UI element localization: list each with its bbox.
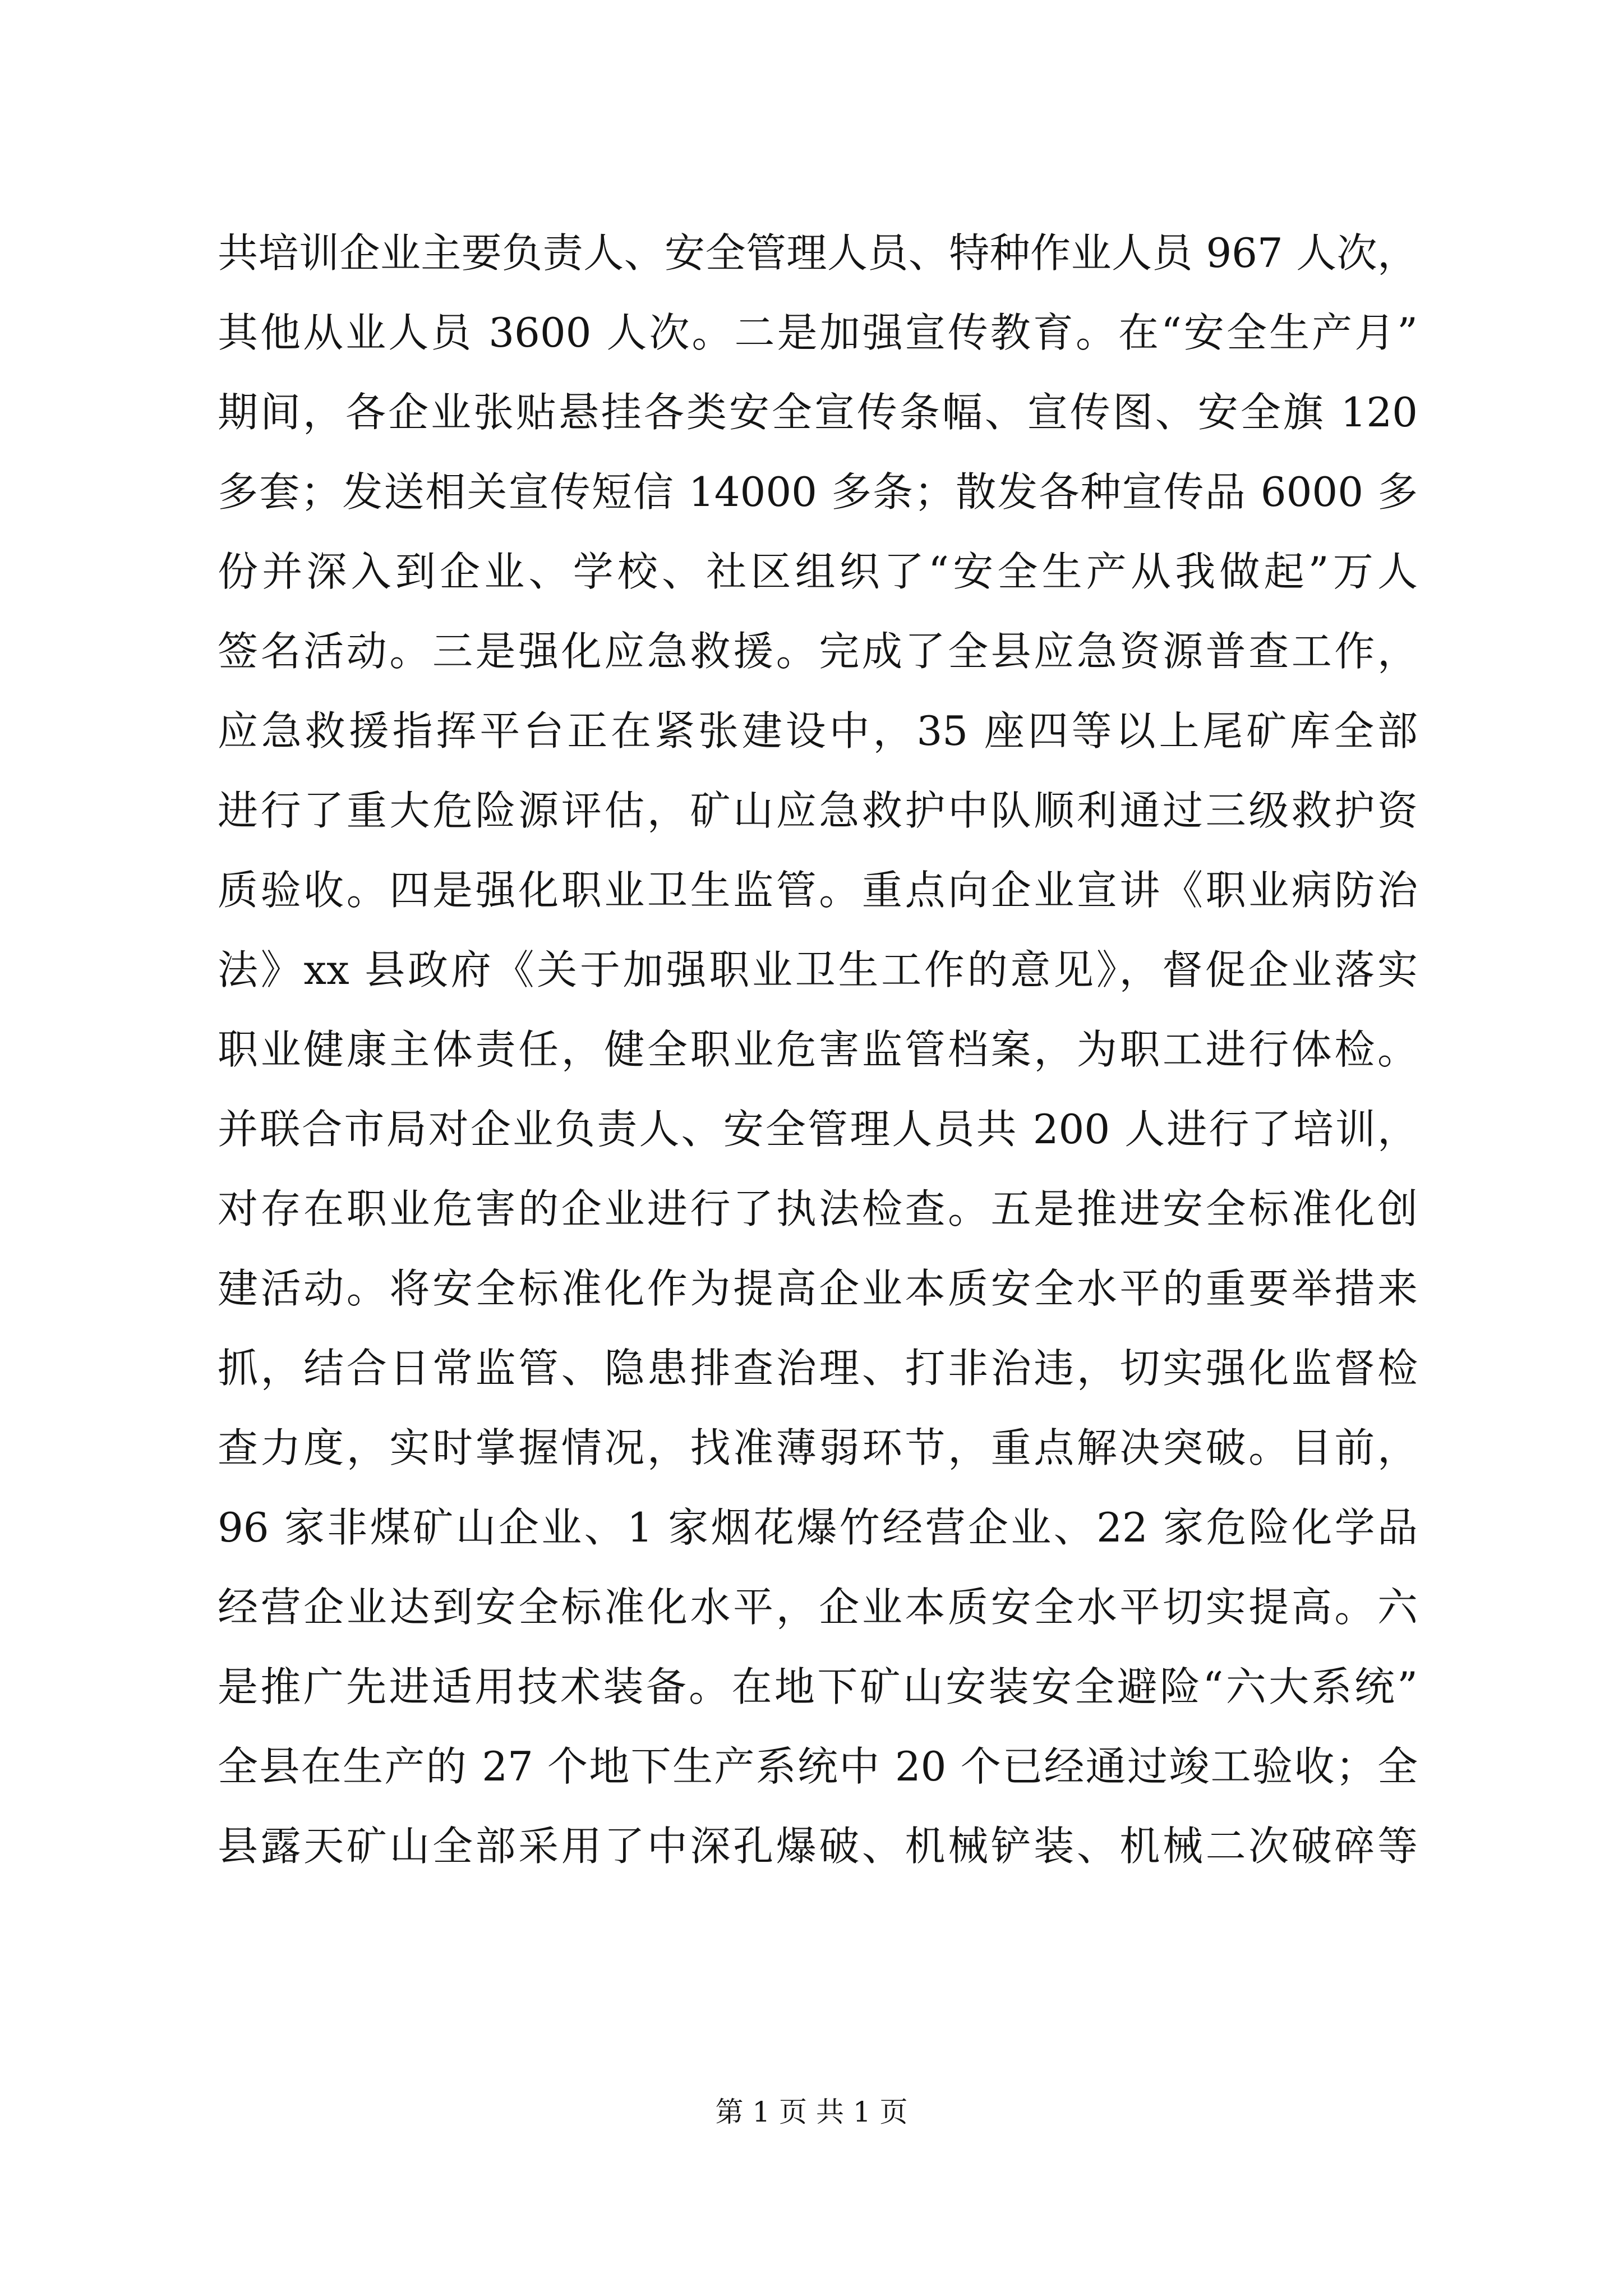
text-line: 其他从业人员 3600 人次。二是加强宣传教育。在“安全生产月” [218, 309, 1418, 356]
text-line: 法》xx 县政府《关于加强职业卫生工作的意见》，督促企业落实 [218, 946, 1418, 993]
text-line: 查力度，实时掌握情况，找准薄弱环节，重点解决突破。目前， [218, 1424, 1418, 1471]
text-line: 对存在职业危害的企业进行了执法检查。五是推进安全标准化创 [218, 1185, 1418, 1232]
text-line: 是推广先进适用技术装备。在地下矿山安装安全避险“六大系统” [218, 1663, 1418, 1710]
text-line: 多套；发送相关宣传短信 14000 多条；散发各种宣传品 6000 多 [218, 468, 1418, 516]
text-line: 共培训企业主要负责人、安全管理人员、特种作业人员 967 人次， [218, 229, 1418, 277]
text-line: 96 家非煤矿山企业、1 家烟花爆竹经营企业、22 家危险化学品 [218, 1504, 1418, 1551]
text-line: 全县在生产的 27 个地下生产系统中 20 个已经通过竣工验收；全 [218, 1743, 1418, 1790]
text-line: 质验收。四是强化职业卫生监管。重点向企业宣讲《职业病防治 [218, 867, 1418, 914]
text-line: 进行了重大危险源评估，矿山应急救护中队顺利通过三级救护资 [218, 787, 1418, 834]
body-text [218, 213, 1418, 1886]
text-line: 经营企业达到安全标准化水平，企业本质安全水平切实提高。六 [218, 1584, 1418, 1631]
text-line: 职业健康主体责任，健全职业危害监管档案，为职工进行体检。 [218, 1026, 1418, 1073]
text-line: 建活动。将安全标准化作为提高企业本质安全水平的重要举措来 [218, 1265, 1418, 1312]
text-line: 县露天矿山全部采用了中深孔爆破、机械铲装、机械二次破碎等 [218, 1823, 1418, 1870]
page-number-label: 第 1 页 共 1 页 [715, 2096, 908, 2128]
text-line: 抓，结合日常监管、隐患排查治理、打非治违，切实强化监督检 [218, 1345, 1418, 1392]
text-line: 签名活动。三是强化应急救援。完成了全县应急资源普查工作， [218, 628, 1418, 675]
text-line: 并联合市局对企业负责人、安全管理人员共 200 人进行了培训， [218, 1106, 1418, 1153]
text-line: 应急救援指挥平台正在紧张建设中，35 座四等以上尾矿库全部 [218, 707, 1418, 754]
page-footer [0, 2092, 1623, 2132]
text-line: 期间，各企业张贴悬挂各类安全宣传条幅、宣传图、安全旗 120 [218, 389, 1418, 436]
text-line: 份并深入到企业、学校、社区组织了“安全生产从我做起”万人 [218, 548, 1418, 595]
